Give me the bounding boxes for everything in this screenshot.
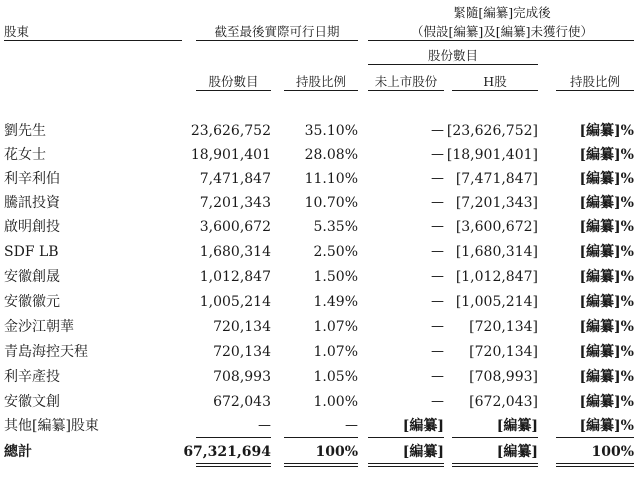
shares-count: — <box>258 418 271 433</box>
shares-count: 3,600,672 <box>199 219 271 235</box>
h-shares: [7,471,847] <box>455 171 538 187</box>
double-underline <box>368 466 444 467</box>
shares-count: 7,471,847 <box>199 171 271 187</box>
shareholding-pct-after: [編纂]% <box>579 219 634 235</box>
shareholder-name: 利辛利伯 <box>4 171 60 187</box>
h-shares: [1,680,314] <box>455 244 538 260</box>
shareholder-name: 利辛產投 <box>4 369 60 385</box>
double-underline <box>196 466 271 467</box>
shareholding-pct: 1.07% <box>313 344 358 360</box>
total-label: 總計 <box>4 444 32 460</box>
divider <box>4 40 182 41</box>
shares-count: 23,626,752 <box>190 123 271 139</box>
unlisted-shares: — <box>431 269 444 284</box>
divider <box>196 90 271 91</box>
shareholder-name: 金沙江朝華 <box>4 319 74 335</box>
unlisted-shares: — <box>431 219 444 234</box>
shares-count: 1,005,214 <box>199 294 271 310</box>
h-shares: [編纂] <box>496 418 538 434</box>
total-h-shares: [編纂] <box>496 444 538 460</box>
table-row <box>0 315 640 339</box>
table-row <box>0 340 640 364</box>
shareholding-pct: 28.08% <box>304 147 358 163</box>
shareholder-name: SDF LB <box>4 244 59 260</box>
h-shares: [23,626,752] <box>446 123 538 139</box>
shareholder-name: 騰訊投資 <box>4 195 60 211</box>
unlisted-shares: [編纂] <box>402 418 444 434</box>
table-row <box>0 143 640 167</box>
shareholding-pct: 1.49% <box>313 294 358 310</box>
divider <box>556 437 634 438</box>
table-row-total <box>0 440 640 464</box>
shareholder-name: 安徽徽元 <box>4 294 60 310</box>
col-header-unlisted-shares: 未上市股份 <box>374 74 438 89</box>
unlisted-shares: — <box>431 171 444 186</box>
col-header-shareholding-pct-after: 持股比例 <box>569 74 620 89</box>
table-row <box>0 265 640 289</box>
shareholding-pct-after: [編纂]% <box>579 394 634 410</box>
double-underline <box>368 463 444 464</box>
shareholding-pct-after: [編纂]% <box>579 244 634 260</box>
shareholding-pct: 1.00% <box>313 394 358 410</box>
table-row <box>0 191 640 215</box>
shareholder-name: 安徽創晟 <box>4 269 60 285</box>
unlisted-shares: — <box>431 369 444 384</box>
shareholder-name: 啟明創投 <box>4 219 60 235</box>
total-pct-after: 100% <box>591 444 634 460</box>
shareholding-pct-after: [編纂]% <box>579 369 634 385</box>
divider <box>284 437 358 438</box>
table-row <box>0 240 640 264</box>
shareholding-pct: 5.35% <box>313 219 358 235</box>
unlisted-shares: — <box>431 147 444 162</box>
divider <box>196 437 271 438</box>
double-underline <box>284 463 358 464</box>
shareholder-name: 安徽文創 <box>4 394 60 410</box>
shareholder-name: 花女士 <box>4 147 46 163</box>
shareholder-name: 劉先生 <box>4 123 46 139</box>
shareholding-pct: 1.07% <box>313 319 358 335</box>
shareholding-pct-after: [編纂]% <box>579 123 634 139</box>
shareholder-name: 青島海控天程 <box>4 344 88 360</box>
h-shares: [672,043] <box>469 394 538 410</box>
col-header-number-of-shares-group: 股份數目 <box>427 48 478 63</box>
total-pct: 100% <box>315 444 358 460</box>
unlisted-shares: — <box>431 123 444 138</box>
shares-count: 672,043 <box>213 394 271 410</box>
col-header-h-shares: H股 <box>483 74 507 89</box>
h-shares: [720,134] <box>469 344 538 360</box>
divider <box>368 64 538 65</box>
shareholding-pct: 1.05% <box>313 369 358 385</box>
col-header-shareholders: 股東 <box>4 24 30 39</box>
shareholding-pct: 1.50% <box>313 269 358 285</box>
h-shares: [7,201,343] <box>455 195 538 211</box>
divider <box>368 40 634 41</box>
unlisted-shares: — <box>431 319 444 334</box>
shareholding-pct: 11.10% <box>304 171 358 187</box>
table-row <box>0 365 640 389</box>
divider <box>368 90 444 91</box>
shareholding-pct-after: [編纂]% <box>579 171 634 187</box>
h-shares: [720,134] <box>469 319 538 335</box>
divider <box>452 90 538 91</box>
double-underline <box>556 466 634 467</box>
double-underline <box>452 463 538 464</box>
table-row <box>0 167 640 191</box>
unlisted-shares: — <box>431 394 444 409</box>
unlisted-shares: — <box>431 195 444 210</box>
col-header-after-completion: 緊隨[編纂]完成後 <box>453 5 551 20</box>
shareholding-pct-after: [編纂]% <box>579 147 634 163</box>
double-underline <box>196 463 271 464</box>
h-shares: [708,993] <box>469 369 538 385</box>
shares-count: 708,993 <box>213 369 271 385</box>
double-underline <box>452 466 538 467</box>
col-header-as-of-latest: 截至最後實際可行日期 <box>214 24 340 39</box>
h-shares: [1,012,847] <box>455 269 538 285</box>
shareholder-name: 其他[編纂]股東 <box>4 418 99 434</box>
shareholding-pct-after: [編纂]% <box>579 418 634 434</box>
table-row <box>0 390 640 414</box>
shares-count: 7,201,343 <box>199 195 271 211</box>
shareholding-pct: — <box>345 418 358 433</box>
table-row <box>0 215 640 239</box>
table-row <box>0 290 640 314</box>
divider <box>556 90 634 91</box>
divider <box>196 40 358 41</box>
col-header-shareholding-pct: 持股比例 <box>295 74 346 89</box>
divider <box>452 437 538 438</box>
unlisted-shares: — <box>431 344 444 359</box>
table-row-other-shareholders <box>0 414 640 438</box>
shareholding-pct: 2.50% <box>313 244 358 260</box>
unlisted-shares: — <box>431 294 444 309</box>
total-shares: 67,321,694 <box>183 444 271 460</box>
shareholding-pct-after: [編纂]% <box>579 319 634 335</box>
shares-count: 720,134 <box>213 344 271 360</box>
table-row <box>0 119 640 143</box>
divider <box>284 90 358 91</box>
shares-count: 18,901,401 <box>190 147 271 163</box>
col-header-after-completion-assumption: （假設[編纂]及[編纂]未獲行使） <box>410 24 593 39</box>
h-shares: [18,901,401] <box>446 147 538 163</box>
divider <box>368 437 444 438</box>
shares-count: 720,134 <box>213 319 271 335</box>
shareholding-pct: 10.70% <box>304 195 358 211</box>
unlisted-shares: — <box>431 244 444 259</box>
double-underline <box>284 466 358 467</box>
col-header-number-of-shares: 股份數目 <box>208 74 259 89</box>
h-shares: [1,005,214] <box>455 294 538 310</box>
h-shares: [3,600,672] <box>455 219 538 235</box>
shares-count: 1,012,847 <box>199 269 271 285</box>
shareholding-pct-after: [編纂]% <box>579 294 634 310</box>
double-underline <box>556 463 634 464</box>
shares-count: 1,680,314 <box>199 244 271 260</box>
shareholding-pct: 35.10% <box>304 123 358 139</box>
shareholding-pct-after: [編纂]% <box>579 195 634 211</box>
total-unlisted-shares: [編纂] <box>402 444 444 460</box>
shareholding-pct-after: [編纂]% <box>579 269 634 285</box>
shareholding-pct-after: [編纂]% <box>579 344 634 360</box>
